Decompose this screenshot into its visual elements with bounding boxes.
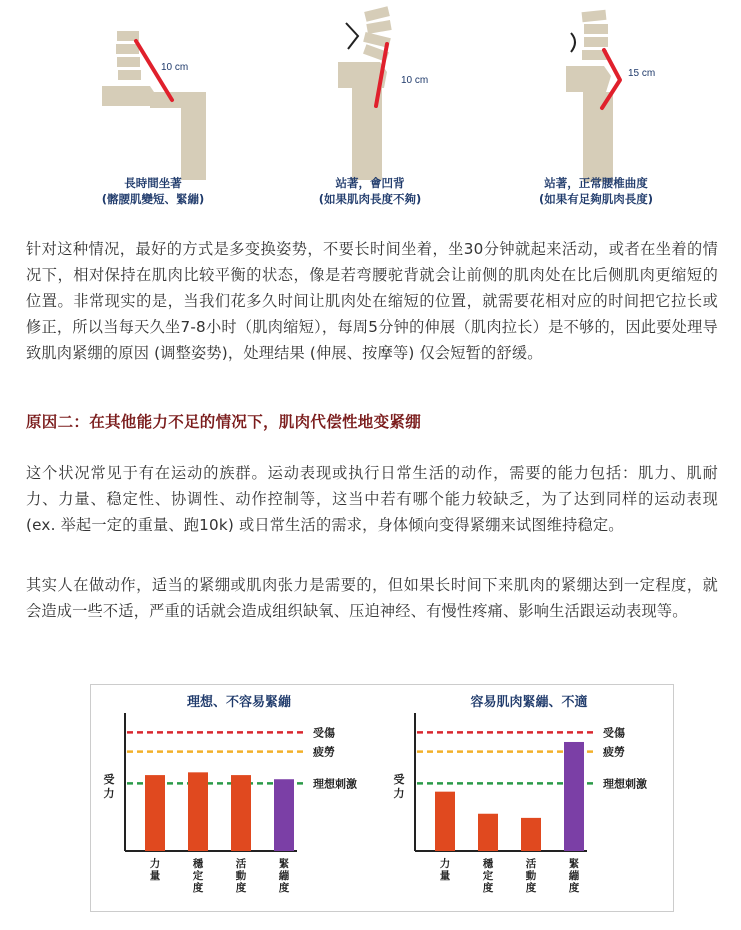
panel1-caption-line2: (髂腰肌變短、緊繃) bbox=[101, 192, 205, 206]
comparison-charts bbox=[91, 685, 673, 911]
panel2-caption-line1: 站著，會凹背 bbox=[335, 176, 405, 190]
chart1-bar-3 bbox=[231, 775, 251, 851]
paragraph-posture-advice: 针对这种情况，最好的方式是多变换姿势，不要长时间坐着，坐30分钟就起来活动，或者在坐着的情况下，相对保持在肌肉比较平衡的状态，像是若弯腰驼背就会让前侧的肌肉处在比后侧肌肉更缩短的位置。非常现实的是，当我们花多久时间让肌肉处在缩短的位置，就需要花相对应的时间把它拉长或修正，所以当每天久坐7-8小时（肌肉缩短），每周5分钟的伸展（肌肉拉长）是不够的，因此要处理导致肌肉紧绷的原因 (调整姿势)，处理结果 (伸展、按摩等) 仅会短暂的舒缓。 bbox=[26, 240, 718, 362]
chart1-category-label-2: 穩定度 bbox=[192, 858, 204, 894]
panel1-measure: 10 cm bbox=[161, 62, 189, 73]
panel2-measure: 10 cm bbox=[401, 75, 429, 86]
paragraph-tension-effects: 其实人在做动作，适当的紧绷或肌肉张力是需要的，但如果长时间下来肌肉的紧绷达到一定程度，就会造成一些不适，严重的话就会造成组织缺氧、压迫神经、有慢性疼痛、影响生活跟运动表现等。 bbox=[26, 576, 718, 620]
chart1-y-axis-label: 受力 bbox=[103, 773, 115, 800]
panel3-caption-line2: (如果有足夠肌肉長度) bbox=[538, 192, 654, 206]
sitting-posture-figure bbox=[102, 31, 206, 206]
chart1-threshold-label-2: 疲勞 bbox=[313, 745, 335, 759]
section-heading-reason-two: 原因二：在其他能力不足的情况下，肌肉代偿性地变紧绷 bbox=[26, 413, 422, 431]
panel3-measure: 15 cm bbox=[628, 68, 656, 79]
chart2-bar-1 bbox=[435, 792, 455, 851]
chart2-category-label-1: 力量 bbox=[439, 858, 451, 882]
chart1-category-label-4: 緊繃度 bbox=[278, 858, 290, 894]
chart2-bar-2 bbox=[478, 814, 498, 851]
chart1-bar-2 bbox=[188, 772, 208, 851]
normal-lumbar-posture-figure bbox=[539, 10, 655, 206]
chart2-category-label-2: 穩定度 bbox=[482, 858, 494, 894]
spine-curve-mark bbox=[571, 33, 575, 52]
chart2-threshold-label-1: 受傷 bbox=[603, 726, 625, 740]
arched-back-posture-figure bbox=[319, 6, 428, 206]
chart2-category-label-4: 緊繃度 bbox=[568, 858, 580, 894]
chart2-bar-4 bbox=[564, 742, 584, 851]
chart1-bar-4 bbox=[274, 779, 294, 851]
chart2-category-label-3: 活動度 bbox=[525, 858, 537, 894]
chart1-bar-1 bbox=[145, 775, 165, 851]
chart2-bar-3 bbox=[521, 818, 541, 851]
comparison-chart-panel bbox=[90, 684, 674, 912]
paragraph-compensation: 这个状况常见于有在运动的族群。运动表现或执行日常生活的动作，需要的能力包括：肌力、肌耐力、力量、稳定性、协调性、动作控制等，这当中若有哪个能力较缺乏，为了达到同样的运动表现 (ex. 举起一定的重量、跑10k) 或日常生活的需求，身体倾向变得紧绷来试图维持稳定。 bbox=[26, 464, 718, 534]
chart2-y-axis-label: 受力 bbox=[393, 773, 405, 800]
chart1-category-label-1: 力量 bbox=[149, 858, 161, 882]
panel3-caption-line1: 站著，正常腰椎曲度 bbox=[544, 176, 648, 190]
chart1-title: 理想、不容易緊繃 bbox=[186, 695, 292, 710]
panel2-caption-line2: (如果肌肉長度不夠) bbox=[318, 192, 422, 206]
chart2-title: 容易肌肉緊繃、不適 bbox=[470, 695, 588, 710]
spine-curve-mark bbox=[346, 23, 358, 49]
chart1-category-label-3: 活動度 bbox=[235, 858, 247, 894]
chart1-threshold-label-1: 受傷 bbox=[313, 726, 335, 740]
panel1-caption-line1: 長時間坐著 bbox=[124, 176, 182, 190]
chart2-threshold-label-3: 理想刺激 bbox=[603, 777, 647, 791]
posture-illustration bbox=[0, 0, 741, 220]
chart1-threshold-label-3: 理想刺激 bbox=[313, 777, 357, 791]
chart2-threshold-label-2: 疲勞 bbox=[603, 745, 625, 759]
